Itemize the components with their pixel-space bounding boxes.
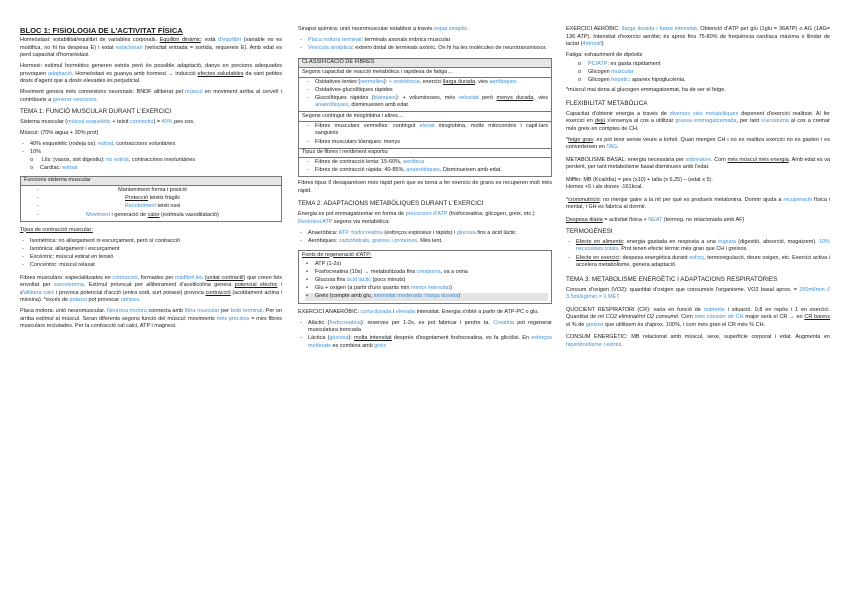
classification-subheader: Segons capacitat de reacció metabòlica i rapidesa de fatiga… [299,68,551,78]
list-item: • Greix (compte amb glu, intensitat moderada i llarga durada) [305,293,548,301]
tema2-heading: TEMA 2: ADAPTACIONS METABÒLIQUES DURANT L'EXERCICI [298,200,484,208]
fonts-atp-header: Fonts de regeneració d'ATP: [302,251,372,258]
tema3-heading: TEMA 3: METABOLISME ENERGÈTIC I ADAPTACIONS RESPIRATÒRIES [566,275,778,283]
list-item: o Glicogen hepàtic: apareix hipoglucèmia. [578,77,830,85]
list-item: - Protecció teixits fràgils [27,195,278,203]
quocient-respiratori-paragraph: QUOCIENT RESPIRATORI (CR): varia en funció de nutrients i situació. 0,8 en repòs i 1 en exercici. Quantitat de ml CO2 eliminat/ml O2 consumit. Com més consum de CH major serà el CR → en CR baixos el % de greixos que utilitzem és d'aprox. 100%, i com més gran el CR més % CH. [566,306,831,328]
flexibilitat-heading: FLEXIBILITAT METABÒLICA [566,99,648,107]
list-item: - Anaeròbica: ATP, fosfocreatina (esforços explosius i ràpids) i glucosa fins a àcid làctic [298,230,552,238]
list-item: - Fibres de contracció lenta: 15-60%, aeròbica [305,159,548,167]
list-item: - Recobriment teixit ossi [27,203,278,211]
list-item: • Glucosa fins àcid làctic (pocs minuts) [305,277,548,285]
column-1 [20,26,282,334]
fatiga-note: *múscul mai dona al glucogen emmagatzemat, ha de ser el fetge. [566,87,726,94]
fatiga-list [578,61,830,85]
list-item: - Alàctic (fosfocreatina): reserves per 1-2s, es pot fabricar i perdre ta. Creatina pot regenerar musculatura trencada [298,320,552,335]
moviment-paragraph: Moviment genera més connexions neuronals: BNDF alliberat pel múscul en moviment arriba al cervell i contribueix a generar neurones. [20,89,282,103]
list-item: - Làctica (glucosa): molta intensitat després d'esgotament fosfocreatina, es fa glicòlisi. En esforços moderats es combina amb greix [298,335,552,350]
list-item: - 40% esquelètic (rodeja os): estriat, contraccions voluntàries [20,141,282,149]
fetge-gras-paragraph: *fetge gras: es pot tenir sense veure a kohol. Quan menges CH i no es realitza exercici no es gasten i es converteixen en TAG. [566,136,830,151]
crononutricio-paragraph: *crononutrició: no menjar gaire a la nit per què es produeix melatonina. Dormir ajuda a recuperació física i mental, i GH es fabrica al dormir. [566,196,830,211]
list-item: - Efecte en aliments: energia gastada en resposta a una ingesta (digestió, absorció, magatzem). 10% necessitats totals. Prot tenen efecte tèrmic més gran que CH i greixos. [566,239,830,254]
fibres-musculars-paragraph: Fibres musculars: especialitzades en contracció, formades per miofibril·les (unitat contràctil) que creen feix envoltat per sarcolemma. Estímul provocat per alliberament d'acetilcolina genera potencial elèctric i s'allibera calci i provoca potencial d'acció (entra sodi, surt potassi) provoca contracció (acoblament actina i miosina). *excés de potassi pot provocar rampes. [20,274,283,303]
list-item: o Glicogen muscular [578,69,830,77]
list-item: - Glucolítiques ràpides (blanques): + voluminoses, més velocitat però menys durada, vies anaeròbiques, disminueixen amb edat. [305,95,548,110]
classification-subheader: Tipus de fibres i rendiment esportiu [299,148,551,159]
despesa-diaria-line: Despesa diària = activitat física + NEAT (termog. no relacionada amb AF) [566,216,745,223]
list-item: - 10% [20,149,282,157]
exercici-anaerobic-paragraph: EXERCICI ANAERÒBIC: curta durada i elevada intensitat. Energia s'obté a partir de ATP-PC o glu. [298,308,539,315]
hormesi-paragraph: Hormesi: estímul hormètics generen estrès però és possible adaptació, danys en porcions adequades provoquen adaptació. Homeòstasi es guanya amb hormesi → inducció efectes saludables da vant petites dosis d'agent que a dosis elevades és perjudicial. [20,63,282,85]
list-item: - Moviment i generació de calor (estímula vasodilatació) [27,212,278,220]
list-item: - Oxidatives-glucolítiques ràpides [305,87,548,95]
consum-energetic-paragraph: CONSUM ENERGÈTIC: MB relacionat amb múscul, sexe, superfície corporal i edat. Augmenta en hipertiroïdisme i estrès. [566,334,830,348]
list-item: o Cardíac: estriat [30,165,282,173]
list-item: - Manteniment forma i posició [27,187,278,195]
contraction-types-title: Tipus de contracció muscular: [20,226,93,233]
functions-box [20,176,282,222]
sistema-muscular-line: Sistema muscular (múscul esquelètic + teixit connectiu) = 40% pes cos. [20,118,195,125]
placa-motora-paragraph: Placa motora: unió neuromuscular. Neurona motora connecta amb fibra muscular per botó terminal. Per on arriba estímul al múscul. Seran diferents segons funció del múscul: moviments més precisos = més fibres musculars reclutades. Per la contracció cal calci, ATP i magnesi. [20,308,283,330]
exercici-aerobic-paragraph: EXERCICI AERÒBIC: llarga durada i baixa intensitat. Obtenció d'ATP per glu (1glu = 36ATP) o AG (1AG= 136 ATP). Intensitat d'exercici aeròbic és aprox fins 75-80% de freqüència cardíaca màxima o llindar de lactat (4mmol/l) [566,26,831,47]
list-item: - Excèntric: múscul estirat en tensió [20,254,282,262]
homeostasi-paragraph: Homeòstasi: estabilitat/equilibri de variables corporals. Equilibri dinàmic: està d'equilibri (variable no es modifica, no hi ha despesa E) i estat estacionari (velocitat entrada = sortida, requereix E). Amb edat es perd capacitat d'homeòstasi. [20,37,283,58]
homes-dones-line: Homes +5 i als dones -161kcal. [566,184,643,191]
muscle-types-list [20,141,282,173]
functions-box-header: Funcions sistema muscular [21,177,281,187]
classification-subheader: Segons contingut de mioglobina i altres… [299,111,551,122]
sinapsi-list [298,37,552,53]
fibres-tipus-ii-line: Fibres tipus II desapareixen més ràpid però que es torna a fer exercici de grans es recuperen molt més ràpid. [298,180,552,194]
list-item: - Placa motora terminal: terminals axonals imbrica muscular [298,37,552,45]
metabolisme-basal-paragraph: METABOLISME BASAL: energia necessària per sobreviure. Com més múscul més energia. Amb edat es va perdent, per tant metabolisme basal disminueix amb l'edat. [566,156,830,171]
list-item: - Aeròbiques: carbohidrats, greixos i proteïnes. Més lent. [298,238,552,246]
list-item: o Llis: (vasos, sist digestiu): no estriat, contraccions involuntàries [30,157,282,165]
mifflin-formula: Mifflin: MB (Kcal/dia) = pes (x10) + talla (x 6,25) – (edat x 5). [566,176,713,183]
list-item: • ATP (1-2s) [305,261,548,269]
sinapsi-paragraph: Sinapsi química: unió neuromuscular estableix a través espai sinàptic. [298,26,469,32]
termogenesi-heading: TERMOGÈNESI [566,227,613,235]
tema1-heading: TEMA 1: FUNCIÓ MUSCULAR DURANT L'EXERCICI [20,107,172,115]
column-3 [566,26,830,353]
resintesi-list [298,230,552,246]
list-item: - Isotònica: allargament i escurçament [20,246,282,254]
anaerobic-list [298,320,552,351]
classification-header: CLASSIFICACIÓ DE FIBRES [299,59,551,69]
list-item: - Isomètrica: no allargament ni escurçament, però sí contracció [20,238,282,246]
flexibilitat-paragraph: Capacitat d'obtenir energia a través de diverses vies metabòliques depenent d'exercici realitzat. Al fer exercici en dejú s'ensenya al cos a utilitzar grassa emmagatzemada, per tant s'acostuma al cos a cremar més greix en comptes de CH. [566,110,830,132]
list-item: • Fosfocreatina (10s) → metabolitzada fins creatinina, va a orina [305,269,548,277]
list-item: o PC/ATP: es gasta ràpidament [578,61,830,69]
column-2 [298,26,552,353]
list-item: - Oxidatives lentes (vermelles): + resistència, exercici llarga durada, vies aeròbiques [305,79,548,87]
list-item: - Fibres de contracció ràpida: 40-85%, anaeròbiques. Disminueixen amb edat. [305,167,548,175]
list-item: - Vesícula sinàptica: extrem distal de terminals axònic. On hi ha les molècules de neurotransmissor. [298,45,552,53]
fonts-atp-box [298,250,552,304]
doc-title: BLOC 1: FISIOLOGIA DE L'ACTIVITAT FÍSICA [20,26,183,35]
contraction-types-list [20,238,282,270]
list-item: - Efecte en exercici: despesa energètica durant esforç, termoregulació, deure oxigen, etc. Exercici activa i accelera metabolisme, genera adaptació. [566,255,830,270]
vo2-paragraph: Consum d'oxigen (VO2): quantitat d'oxigen que consumeix l'organisme. VO2 basal aprox. = 250ml/min // 3.5ml/kg/min = 1 MET [566,286,830,301]
list-item: - Fibres musculars vermelles: contingut elevat mioglobina, molts mitocondris i capil·lars sanguinis [305,123,548,138]
list-item: • Glu + oxigen (a partir d'uns quants min menor intensitat) [305,285,548,293]
list-item: - Fibres musculars blanques: menys [305,139,548,147]
energia-paragraph: Energia es pot emmagatzemar en forma de precursors d'ATP (fosfocreatina, glicogen, greix, etc.) Resíntesi ATP segons via metabòlica: [298,211,535,225]
muscul-line: Múscul: (70% aigua + 30% prot) [20,129,99,136]
fibres-classification-box [298,58,552,178]
fatiga-line: Fatiga: exhauriment de dipòsits [566,52,643,59]
list-item: - Concèntric: múscul relaxat [20,262,282,270]
termogenesi-list [566,239,830,270]
